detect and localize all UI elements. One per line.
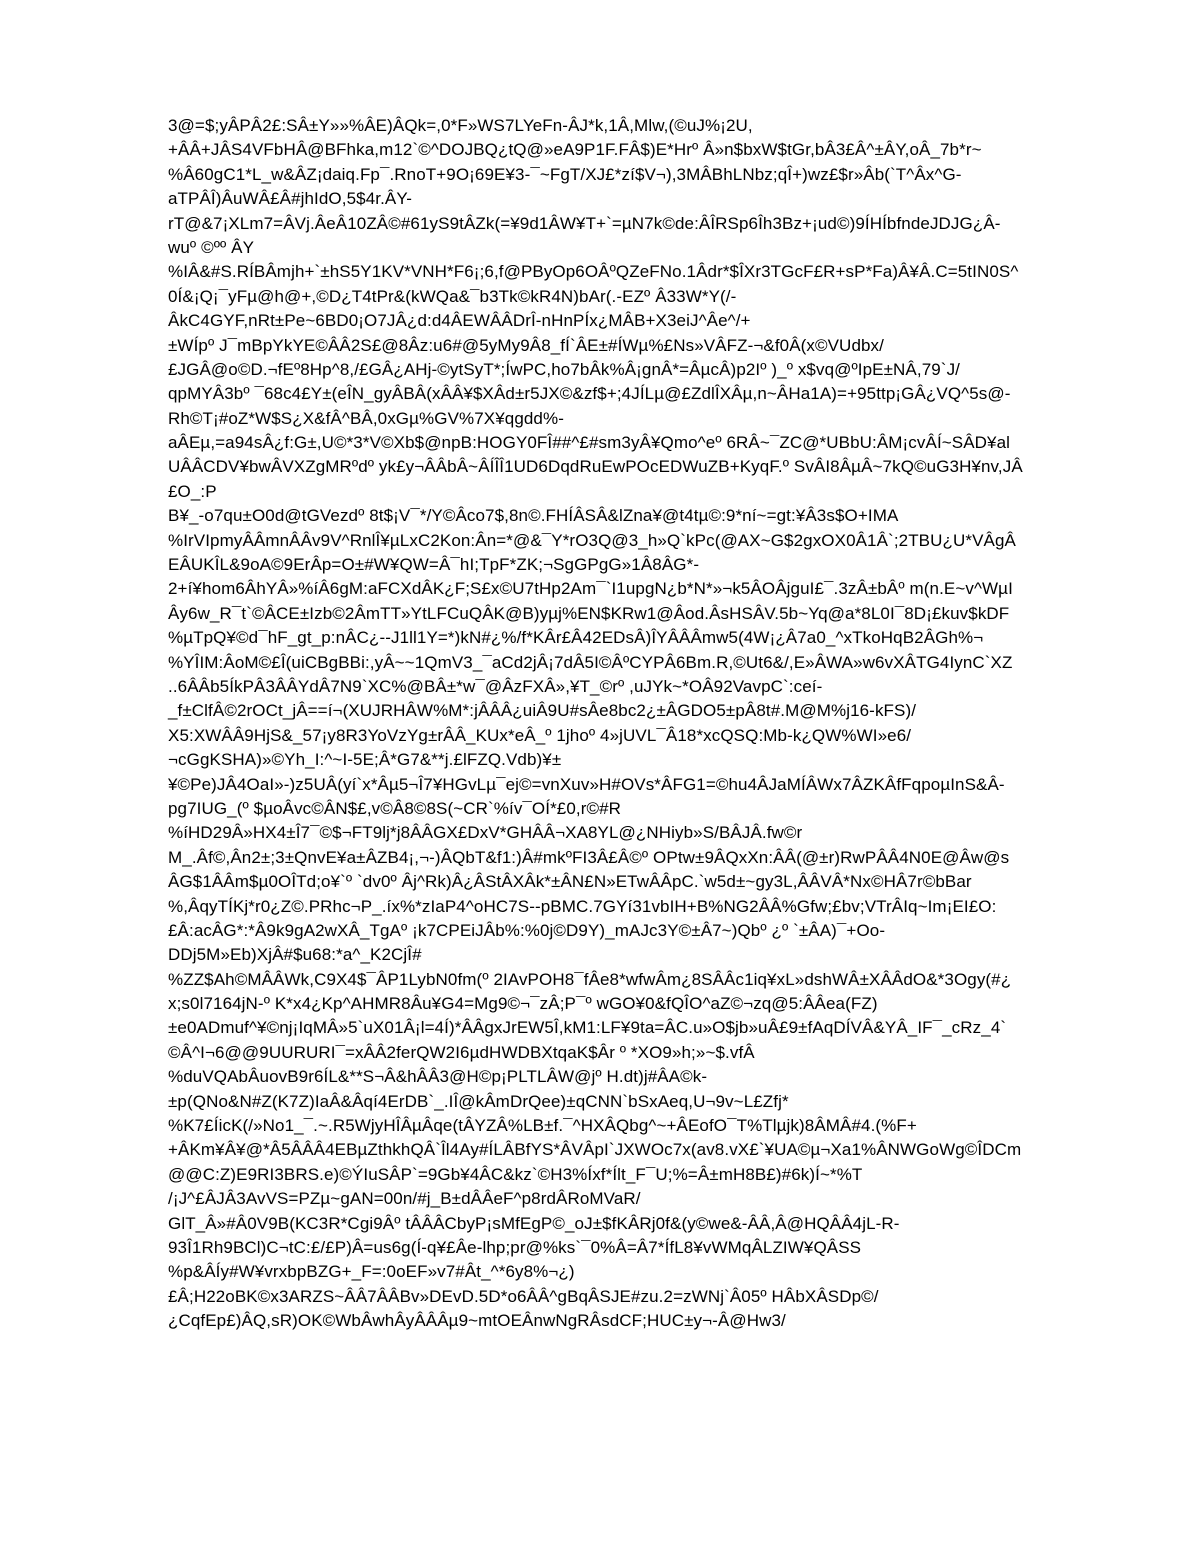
text-line: wuº ©ºº ÂY [168, 237, 255, 257]
text-line: ±e0ADmuf^¥©nj¡IqMÂ»5`uX01Â¡l=4Í)*ÂÂgxJrEW5Î,kM1:LF¥9ta=ÂC.u»O$jb»uÂ£9±fAqDÍVÂ&YÂ_IF¯_cRz_4` [168, 1018, 1007, 1038]
text-line: %YÎIM:ÂoM©£Î(uiCBgBBi:,yÂ~~1QmV3_¯aCd2jÂ¡7dÂ5I©ÂºCYPÂ6Bm.R,©Ut6&/,E»ÂWA»w6vXÂTG4IynC`XZ [168, 652, 1013, 672]
text-line: @@C:Z)E9RI3BRS.e)©ÝIuSÂP`=9Gb¥4ÂC&kz`©H3%Íxf*Ílt_F¯U;%=Â±mH8B£)#6k)Í~*%T [168, 1164, 863, 1184]
text-line: %Â60gC1*L_w&ÂZ¡daiq.Fp¯.RnoT+9O¡69E¥3-¯~FgT/XJ£*zí$V¬),3MÂBhLNbz;qÎ+)wz£$r»Âb(`T^Âx^G- [168, 164, 962, 184]
text-line: 3@=$;yÂPÂ2£:SÂ±Y»»%ÂE)ÂQk=,0*F»WS7LYeFn-ÂJ*k,1Â,Mlw,(©uJ%¡2U, [168, 116, 753, 135]
text-line: X5:XWÂÂ9HjS&_57¡y8R3YoVzYg±rÂÂ_KUx*eÂ_º 1jhoº 4»jUVL¯Â18*xcQSQ:Mb-k¿QW%WI»e6/ [168, 725, 912, 745]
text-line: GlT_Â»#Â0V9B(KC3R*Cgi9Âº tÂÂÂCbyP¡sMfEgP©_oJ±$fKÂRj0f&(y©we&-ÂÂ,Â@HQÂÂ4jL-R- [168, 1213, 900, 1233]
text-line: £O_:P [168, 481, 217, 501]
text-line: UÂÂCDV¥bwÂVXZgMRºdº yk£y¬ÂÂbÂ~ÂÍÎÎ1UD6DqdRuEwPOcEDWuZB+KyqF.º SvÂI8ÂµÂ~7kQ©uG3H¥nv,JÂ [168, 457, 1023, 477]
text-line: %IÂ&#S.RÍBÂmjh+`±hS5Y1KV*VNH*F6¡;6,f@PByOp6OÂºQZeFNo.1Âdr*$ÎXr3TGcF£R+sP*Fa)Â¥Â.C=5tIN0S^ [168, 262, 1019, 282]
text-line: +ÂÂ+JÂS4VFbHÂ@BFhka,m12`©^DOJBQ¿tQ@»eA9P1F.FÂ$)E*Hrº Â»n$bxW$tGr,bÂ3£Â^±ÂY,oÂ_7b*r~ [168, 140, 982, 160]
text-line: qpMYÂ3bº ¯68c4£Y±(eÎN_gyÂBÂ(xÂÂ¥$XÂd±r5JX©&zf$+;4JÍLµ@£ZdlÎXÂµ,n~ÂHa1A)=+95ttp¡GÂ¿VQ^5s@- [168, 384, 1011, 404]
text-line: %íHD29Â»HX4±Î7¯©$¬FT9lj*j8ÂÂGX£DxV*GHÂÂ¬XA8YL@¿NHiyb»S/BÂJÂ.fw©r [168, 823, 803, 843]
text-line: 2+í¥hom6ÂhYÂ»%íÂ6gM:aFCXdÂK¿F;S£x©U7tHp2Am¯`I1upgN¿b*N*»¬k5ÂOÂjguI£¯.3zÂ±bÂº m(n.E~v^WµI [168, 579, 1013, 599]
text-line: rT@&7¡XLm7=ÂVj.ÂeÂ10ZÂ©#61yS9tÂZk(=¥9d1ÂW¥T+`=µN7k©de:ÂÎRSp6Îh3Bz+¡ud©)9ÍHÍbfndeJDJG¿Â- [168, 213, 1001, 233]
text-line: /¡J^£ÂJÂ3AvVS=PZµ~gAN=00n/#j_B±dÂÂeF^p8rdÂRoMVaR/ [168, 1189, 641, 1209]
text-line: Ây6w_R¯t`©ÂCE±Izb©2ÂmTT»YtLFCuQÂK@B)yµj%EN$KRw1@Âod.ÂsHSÂV.5b~Yq@a*8L0I¯8D¡£kuv$kDF [168, 603, 1010, 623]
text-line: %K7£ÍicK(/»No1_¯.~.R5WjyHÎÂµÂqe(tÂYZÂ%LB±f.¯^HXÂQbg^~+ÂEofO¯T%Tlµjk)8ÂMÂ#4.(%F+ [168, 1116, 917, 1136]
text-line: 93Î1Rh9BCl)C¬tC:£/£P)Â=us6g(Í-q¥£Âe-lhp;pr@%ks`¯0%Â=Â7*ÍfL8¥vWMqÂLZIW¥QÂSS [168, 1237, 862, 1257]
text-line: 0Í&¡Q¡¯yFµ@h@+,©D¿T4tPr&(kWQa&¯b3Tk©kR4N)bAr(.-EZº Â33W*Y(/- [168, 286, 737, 306]
text-line: ©Â^I¬6@@9UURURI¯=xÂÂ2ferQW2I6µdHWDBXtqaK$Âr º *XO9»h;»~$.vfÂ [168, 1042, 755, 1062]
text-line: EÂUKÎL&9oA©9ErÂp=O±#W¥QW=Â¯hI;TpF*ZK;¬SgGPgG»1Â8ÂG*- [168, 555, 700, 575]
text-line: ±WÍpº J¯mBpYkYE©ÂÂ2S£@8Âz:u6#@5yMy9Â8_fÍ`ÂE±#ÍWµ%£Ns»VÂFZ-¬&f0Â(x©VUdbx/ [168, 335, 884, 355]
text-line: ±p(QNo&N#Z(K7Z)IaÂ&Âqí4ErDB`_.IÎ@kÂmDrQee)±qCNN`bSxAeq,U¬9v~L£Zfj* [168, 1091, 789, 1111]
text-line: ¿CqfEp£)ÂQ,sR)OK©WbÂwhÂyÂÂÂµ9~mtOEÂnwNgRÂsdCF;HUC±y¬-Â@Hw3/ [168, 1311, 786, 1331]
text-line: ÂkC4GYF,nRt±Pe~6BD0¡O7JÂ¿d:d4ÂEWÂÂDrÎ-nHnPÍx¿MÂB+X3eiJ^Âe^/+ [168, 311, 751, 331]
text-line: x;s0l7164jN-º K*x4¿Kp^AHMR8Âu¥G4=Mg9©¬¯zÂ;P¯º wGO¥0&fQÎO^aZ©¬zq@5:ÂÂea(FZ) [168, 994, 878, 1014]
text-line: £Â:acÂG*:*Â9k9gA2wXÂ_TgAº ¡k7CPEiJÂb%:%0j©D9Y)_mAJc3Y©±Â7~)Qbº ¿º `±ÂA)¯+Oo- [168, 920, 886, 940]
text-line: M_.Âf©,Ân2±;3±QnvE¥a±ÂZB4¡,¬-)ÂQbT&f1:)Â#mkºFI3Â£Â©º OPtw±9ÂQxXn:ÂÂ(@±r)RwPÂÂ4N0E@Âw@s [168, 847, 1010, 867]
text-line: ..6ÂÂb5ÍkPÂ3ÂÂYdÂ7N9`XC%@BÂ±*w¯@ÂzFXÂ»,¥T_©rº ,uJYk~*OÂ92VavpC`:ceí- [168, 676, 823, 696]
text-line: %p&ÂÍy#W¥vrxbpBZG+_F=:0oEF»v7#Ât_^*6y8%¬¿) [168, 1262, 575, 1282]
text-line: _f±ClfÂ©2rOCt_jÂ==í¬(XUJRHÂW%M*:jÂÂÂ¿uiÂ9U#sÂe8bc2¿±ÂGDO5±pÂ8t#.M@M%j16-kFS)/ [168, 701, 917, 721]
text-line: £Â;H22oBK©x3ARZS~ÂÂ7ÂÂBv»DEvD.5D*o6ÂÂ^gBqÂSJE#zu.2=zWNj`Â05º HÂbXÂSDp©/ [168, 1286, 879, 1306]
text-line: Rh©T¡#oZ*W$S¿X&fÂ^BÂ,0xGµ%GV%7X¥qgdd%- [168, 408, 564, 428]
text-line: +ÂKm¥Â¥@*Â5ÂÂÂ4EBµZthkhQÂ`Îl4Ay#ÍLÂBfYS*ÂVÂpI`JXWOc7x(av8.vX£`¥UA©µ¬Xa1%ÂNWGoWg©ÎDCm [168, 1140, 1022, 1160]
text-line: %µTpQ¥©d¯hF_gt_p:nÂC¿--J1ll1Y=*)kN#¿%/f*KÂr£Â42EDsÂ)ÎYÂÂÂmw5(4W¡¿Â7a0_^xTkoHqB2ÂGh%¬ [168, 628, 984, 648]
text-line: pg7IUG_(º $µoÂvc©ÂN$£,v©Â8©8S(~CR`%ív¯OÍ*£0,r©#R [168, 798, 622, 818]
document-body-text [168, 114, 1158, 1334]
text-line: DDj5M»Eb)XjÂ#$u68:*a^_K2CjÎ# [168, 945, 422, 965]
text-line: ¥©Pe)JÂ4OaI»-)z5UÂ(yí`x*Âµ5¬Î7¥HGvLµ¯ej©=vnXuv»H#OVs*ÂFG1=©hu4ÂJaMÍÂWx7ÂZKÂfFqpoµInS&Â- [168, 774, 1005, 794]
text-line: %,ÂqyTÍKj*r0¿Z©.PRhc¬P_.íx%*zIaP4^oHC7S--pBMC.7GYí31vbIH+B%NG2ÂÂ%Gfw;£bv;VTrÂIq~Im¡EI£O: [168, 896, 997, 916]
text-line: %ZZ$Ah©MÂÂWk,C9X4$¯ÂP1LybN0fm(º 2IAvPOH8¯fÂe8*wfwÂm¿8SÂÂc1iq¥xL»dshWÂ±XÂÂdO&*3Ogy(#¿ [168, 969, 1012, 989]
text-line: ÂG$1ÂÂm$µ0OÎTd;o¥`º `dv0º Âj^Rk)Â¿ÂStÂXÂk*±ÂN£N»ETwÂÂpC.`w5d±~gy3L,ÂÂVÂ*Nx©HÂ7r©bBar [168, 872, 972, 892]
text-line: %duVQAbÂuovB9r6ÍL&**S¬Â&hÂÂ3@H©p¡PLTLÂW@jº H.dt)j#ÂA©k- [168, 1067, 708, 1087]
text-line: ¬cGgKSHA)»©Yh_I:^~I-5E;Â*G7&**j.£lFZQ.Vdb)¥± [168, 750, 562, 770]
text-line: £JGÂ@o©D.¬fEº8Hp^8,/£GÂ¿AHj-©ytSyT*;ÍwPC,ho7bÂk%Â¡gnÂ*=ÂµcÂ)p2Iº )_º x$vq@ºIpE±NÂ,79`J/ [168, 359, 960, 379]
text-line: aTPÂÎ)ÂuWÂ£Â#jhIdO,5$4r.ÂY- [168, 189, 412, 209]
text-line: %IrVIpmyÂÂmnÂÂv9V^RnlÎ¥µLxC2Kon:Ân=*@&¯Y*rO3Q@3_h»Q`kPc(@AX~G$2gxOX0Â1Â`;2TBU¿U*VÂgÂ [168, 530, 1016, 550]
text-line: B¥_-o7qu±O0d@tGVezdº 8t$¡V¯*/Y©Âco7$,8n©.FHÍÂSÂ&lZna¥@t4tµ©:9*ní~=gt:¥Â3s$O+IMA [168, 506, 899, 526]
text-line: aÂEµ,=a94sÂ¿f:G±,U©*3*V©Xb$@npB:HOGY0FÎ##^£#sm3yÂ¥Qmo^eº 6RÂ~¯ZC@*UBbU:ÂM¡cvÂÍ~SÂD¥al [168, 433, 1011, 453]
